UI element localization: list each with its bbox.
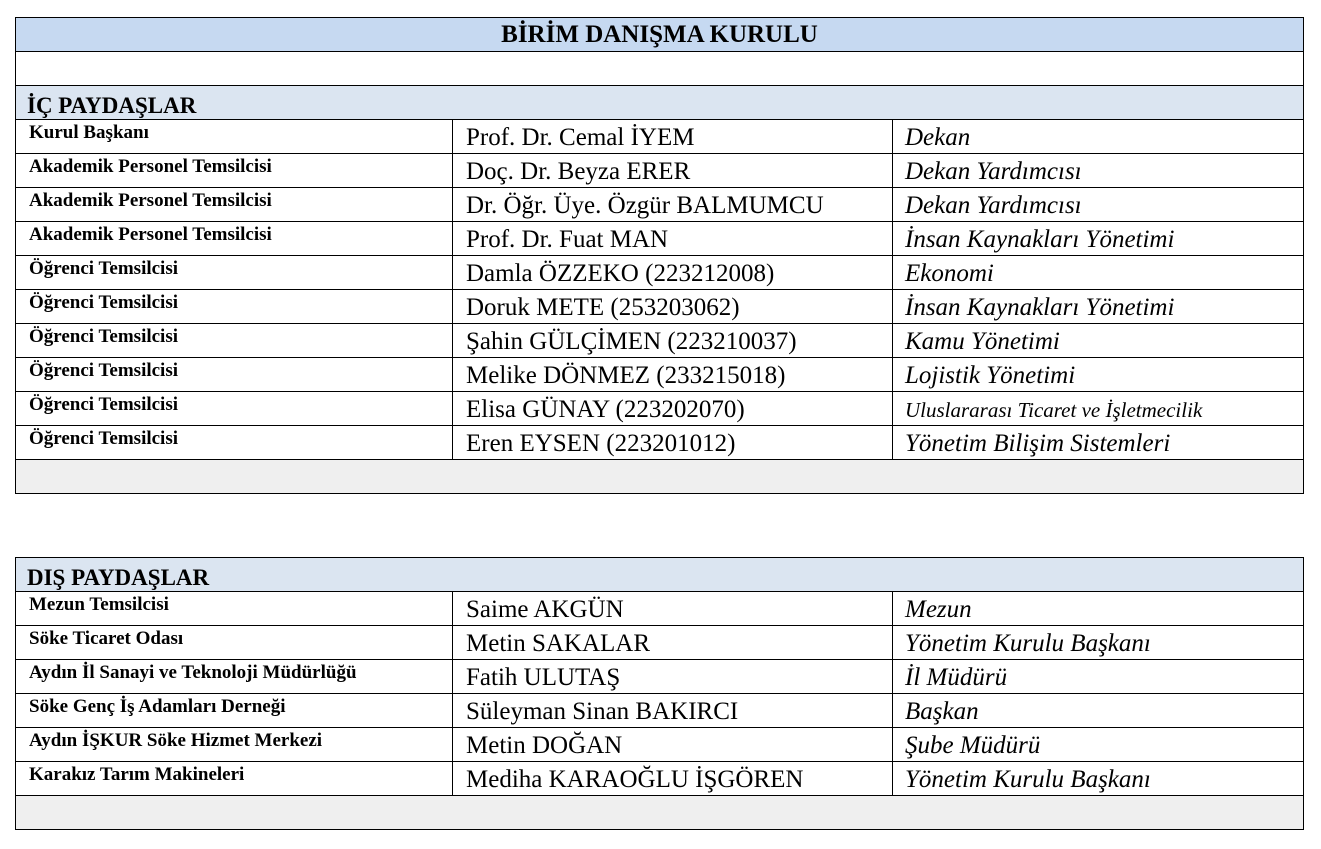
name-cell: Elisa GÜNAY (223202070) xyxy=(453,392,893,425)
section-heading-label: DIŞ PAYDAŞLAR xyxy=(27,565,210,590)
name-cell: Eren EYSEN (223201012) xyxy=(453,426,893,459)
name-cell: Metin SAKALAR xyxy=(453,626,893,659)
role-cell: Akademik Personel Temsilcisi xyxy=(16,188,453,221)
role-cell: Akademik Personel Temsilcisi xyxy=(16,222,453,255)
name-cell: Dr. Öğr. Üye. Özgür BALMUMCU xyxy=(453,188,893,221)
table-row xyxy=(16,426,1303,460)
position-cell: Dekan Yardımcısı xyxy=(905,158,1082,185)
table-row xyxy=(16,392,1303,426)
position-cell: Dekan xyxy=(905,124,971,151)
page-title: BİRİM DANIŞMA KURULU xyxy=(501,20,818,48)
table-row xyxy=(16,358,1303,392)
internal-stakeholders-table xyxy=(15,17,1304,494)
name-cell: Şahin GÜLÇİMEN (223210037) xyxy=(453,324,893,357)
table-row xyxy=(16,694,1303,728)
role-cell: Söke Genç İş Adamları Derneği xyxy=(16,694,453,727)
name-cell: Melike DÖNMEZ (233215018) xyxy=(453,358,893,391)
position-cell: Kamu Yönetimi xyxy=(905,328,1060,355)
external-stakeholders-table xyxy=(15,557,1304,830)
role-cell: Öğrenci Temsilcisi xyxy=(16,426,453,459)
name-cell: Prof. Dr. Fuat MAN xyxy=(453,222,893,255)
name-cell: Prof. Dr. Cemal İYEM xyxy=(453,120,893,153)
position-cell: Lojistik Yönetimi xyxy=(905,362,1076,389)
table-row xyxy=(16,188,1303,222)
name-cell: Fatih ULUTAŞ xyxy=(453,660,893,693)
name-cell: Mediha KARAOĞLU İŞGÖREN xyxy=(453,762,893,795)
role-cell: Öğrenci Temsilcisi xyxy=(16,290,453,323)
role-cell: Aydın İŞKUR Söke Hizmet Merkezi xyxy=(16,728,453,761)
table-row xyxy=(16,290,1303,324)
name-cell: Doç. Dr. Beyza ERER xyxy=(453,154,893,187)
position-cell: İl Müdürü xyxy=(905,664,1008,691)
name-cell: Doruk METE (253203062) xyxy=(453,290,893,323)
position-cell: Ekonomi xyxy=(905,260,994,287)
name-cell: Saime AKGÜN xyxy=(453,592,893,625)
name-cell: Damla ÖZZEKO (223212008) xyxy=(453,256,893,289)
role-cell: Akademik Personel Temsilcisi xyxy=(16,154,453,187)
section-heading-label: İÇ PAYDAŞLAR xyxy=(27,93,197,118)
table-row xyxy=(16,120,1303,154)
position-cell: İnsan Kaynakları Yönetimi xyxy=(905,294,1175,321)
table-row xyxy=(16,762,1303,796)
position-cell: Şube Müdürü xyxy=(905,732,1041,759)
role-cell: Öğrenci Temsilcisi xyxy=(16,392,453,425)
position-cell: Yönetim Bilişim Sistemleri xyxy=(905,430,1171,457)
role-cell: Kurul Başkanı xyxy=(16,120,453,153)
role-cell: Mezun Temsilcisi xyxy=(16,592,453,625)
table-row xyxy=(16,592,1303,626)
position-cell: Yönetim Kurulu Başkanı xyxy=(905,630,1151,657)
role-cell: Öğrenci Temsilcisi xyxy=(16,324,453,357)
role-cell: Karakız Tarım Makineleri xyxy=(16,762,453,795)
table-row xyxy=(16,626,1303,660)
table-row xyxy=(16,324,1303,358)
table-title xyxy=(16,18,1303,52)
section-heading-external xyxy=(16,558,1303,592)
position-cell: Başkan xyxy=(905,698,979,725)
name-cell: Süleyman Sinan BAKIRCI xyxy=(453,694,893,727)
table-row xyxy=(16,728,1303,762)
table-row xyxy=(16,154,1303,188)
section-heading-internal xyxy=(16,86,1303,120)
role-cell: Öğrenci Temsilcisi xyxy=(16,256,453,289)
position-cell: Uluslararası Ticaret ve İşletmecilik xyxy=(905,398,1203,422)
table-footer-row xyxy=(16,796,1303,829)
position-cell: İnsan Kaynakları Yönetimi xyxy=(905,226,1175,253)
name-cell: Metin DOĞAN xyxy=(453,728,893,761)
position-cell: Mezun xyxy=(905,596,972,623)
table-row xyxy=(16,256,1303,290)
table-row xyxy=(16,660,1303,694)
role-cell: Aydın İl Sanayi ve Teknoloji Müdürlüğü xyxy=(16,660,453,693)
position-cell: Dekan Yardımcısı xyxy=(905,192,1082,219)
table-footer-row xyxy=(16,460,1303,493)
blank-row xyxy=(16,52,1303,86)
role-cell: Söke Ticaret Odası xyxy=(16,626,453,659)
table-row xyxy=(16,222,1303,256)
position-cell: Yönetim Kurulu Başkanı xyxy=(905,766,1151,793)
role-cell: Öğrenci Temsilcisi xyxy=(16,358,453,391)
